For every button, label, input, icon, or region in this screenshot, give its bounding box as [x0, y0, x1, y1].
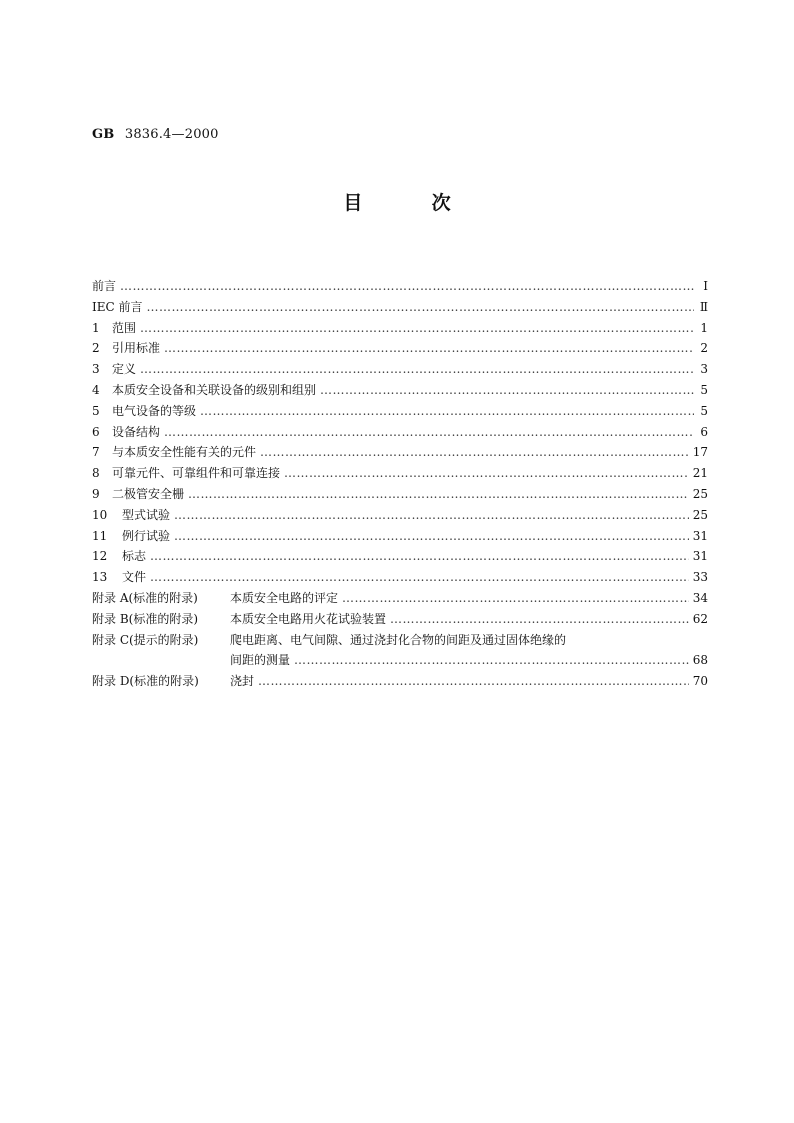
toc-label: 例行试验: [122, 528, 171, 543]
leader-dots: [342, 588, 689, 609]
toc-row: [92, 318, 708, 339]
leader-dots: [150, 546, 689, 567]
toc-row: [92, 297, 708, 318]
toc-row: [92, 359, 708, 380]
title-char-left: 目: [343, 192, 363, 214]
leader-dots: [200, 401, 694, 422]
leader-dots: [390, 609, 689, 630]
appendix-title: 爬电距离、电气间隙、通过浇封化合物的间距及通过固体绝缘的: [230, 632, 567, 647]
toc-row: [92, 463, 708, 484]
leader-dots: [120, 276, 694, 297]
toc-row: [92, 442, 708, 463]
toc-number: 6: [92, 424, 100, 439]
toc-page: 31: [692, 549, 708, 564]
toc-page: 25: [692, 507, 708, 522]
leader-dots: [164, 338, 694, 359]
appendix-row: [92, 630, 708, 651]
appendix-title-continuation: 间距的测量: [230, 653, 291, 668]
toc-number: 2: [92, 341, 100, 356]
leader-dots: [188, 484, 689, 505]
toc-number: 8: [92, 466, 100, 481]
toc-page: 3: [700, 362, 708, 377]
toc-row: [92, 526, 708, 547]
toc-number: 5: [92, 403, 100, 418]
toc-label: 可靠元件、可靠组件和可靠连接: [112, 466, 281, 481]
toc-label: 范围: [112, 320, 137, 335]
title-char-right: 次: [431, 192, 451, 214]
toc-row: [92, 380, 708, 401]
leader-dots: [140, 359, 694, 380]
appendix-label: 附录 C(提示的附录): [92, 632, 199, 647]
standard-code: 3836.4—2000: [124, 127, 219, 142]
toc-label: 文件: [122, 570, 147, 585]
toc-label: IEC 前言: [92, 299, 143, 314]
leader-dots: [164, 422, 694, 443]
toc-page: 6: [700, 424, 708, 439]
appendix-row: [92, 671, 708, 692]
toc-page: 21: [692, 466, 708, 481]
toc-page: 25: [692, 486, 708, 501]
appendix-title: 浇封: [230, 674, 255, 689]
page-title: [0, 188, 794, 215]
toc-page: Ⅱ: [699, 299, 708, 314]
toc-row: [92, 484, 708, 505]
appendix-title: 本质安全电路用火花试验装置: [230, 611, 387, 626]
toc-page: 17: [692, 445, 708, 460]
appendix-title: 本质安全电路的评定: [230, 590, 339, 605]
toc-number: 11: [92, 528, 108, 543]
document-header: [92, 127, 219, 142]
toc-label: 本质安全设备和关联设备的级别和组别: [112, 382, 317, 397]
appendix-row: [92, 588, 708, 609]
toc-page: 2: [700, 341, 708, 356]
appendix-label: 附录 B(标准的附录): [92, 611, 198, 626]
appendix-label: 附录 D(标准的附录): [92, 674, 199, 689]
toc-row: [92, 505, 708, 526]
leader-dots: [147, 297, 695, 318]
standard-prefix: GB: [92, 127, 115, 142]
toc-number: 7: [92, 445, 100, 460]
toc-number: 10: [92, 507, 108, 522]
toc-row: [92, 276, 708, 297]
leader-dots: [258, 671, 689, 692]
toc-page: Ⅰ: [703, 279, 708, 293]
toc-label: 设备结构: [112, 424, 161, 439]
toc-label: 电气设备的等级: [112, 403, 197, 418]
toc-number: 9: [92, 486, 100, 501]
toc-page: 5: [700, 403, 708, 418]
toc-number: 12: [92, 549, 108, 564]
toc-page: 1: [700, 320, 708, 335]
toc-number: 1: [92, 320, 100, 335]
toc-page: 5: [700, 382, 708, 397]
toc-label: 定义: [112, 362, 137, 377]
toc-label: 前言: [92, 279, 117, 293]
appendix-row: [92, 609, 708, 630]
toc-label: 标志: [122, 549, 147, 564]
toc-number: 4: [92, 382, 100, 397]
toc-label: 引用标准: [112, 341, 161, 356]
leader-dots: [284, 463, 689, 484]
leader-dots: [150, 567, 689, 588]
toc-page: 62: [692, 611, 708, 626]
toc-page: 33: [692, 570, 708, 585]
toc-row: [92, 401, 708, 422]
leader-dots: [174, 505, 689, 526]
toc-number: 3: [92, 362, 100, 377]
toc-row: [92, 546, 708, 567]
toc-row: [92, 567, 708, 588]
appendix-row-continuation: [92, 650, 708, 671]
toc-page: 31: [692, 528, 708, 543]
leader-dots: [294, 650, 689, 671]
leader-dots: [140, 318, 694, 339]
toc-page: 70: [692, 674, 708, 689]
appendix-label: 附录 A(标准的附录): [92, 590, 198, 605]
table-of-contents: [92, 276, 708, 692]
toc-row: [92, 338, 708, 359]
toc-label: 二极管安全栅: [112, 486, 185, 501]
leader-dots: [174, 526, 689, 547]
toc-label: 型式试验: [122, 507, 171, 522]
toc-page: 68: [692, 653, 708, 668]
toc-page: 34: [692, 590, 708, 605]
leader-dots: [320, 380, 694, 401]
leader-dots: [260, 442, 689, 463]
toc-label: 与本质安全性能有关的元件: [112, 445, 257, 460]
toc-number: 13: [92, 570, 108, 585]
toc-row: [92, 422, 708, 443]
